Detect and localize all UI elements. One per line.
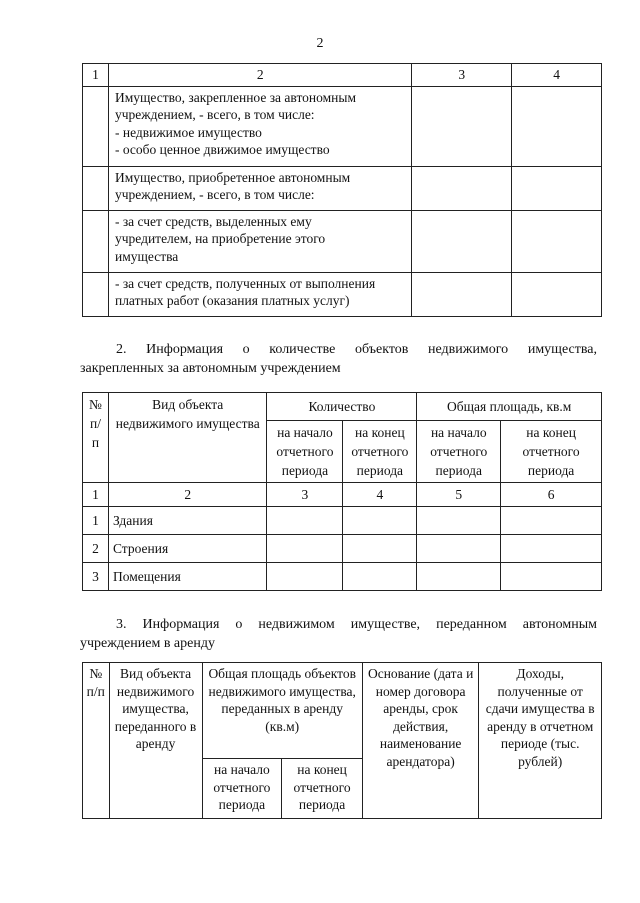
value-cell	[412, 210, 512, 272]
header-num: № п/п	[83, 393, 109, 483]
header-start: на начало отчетного периода	[202, 759, 282, 819]
page-number: 2	[316, 36, 324, 51]
column-number: 2	[108, 64, 411, 87]
value-cell	[343, 535, 417, 563]
empty-cell	[83, 86, 109, 166]
column-number: 1	[83, 64, 109, 87]
value-cell	[501, 507, 602, 535]
header-basis: Основание (дата и номер договора аренды, срок действия, наименование арендатора)	[362, 663, 478, 819]
row-label-line: - за счет средств, полученных от выполнения	[114, 275, 376, 291]
table-header-row	[83, 393, 602, 421]
row-label-line: учреждением, - всего, в том числе:	[114, 107, 315, 122]
header-start: на начало отчетного периода	[417, 421, 501, 483]
column-number: 3	[267, 483, 343, 507]
column-number: 4	[512, 64, 602, 87]
row-label-line: имущества	[114, 248, 179, 264]
value-cell	[343, 507, 417, 535]
row-label	[108, 210, 411, 272]
header-end: на конец отчетного периода	[282, 759, 363, 819]
table-row	[83, 272, 602, 316]
value-cell	[267, 507, 343, 535]
property-table	[82, 63, 602, 317]
row-number: 1	[83, 507, 109, 535]
row-name: Помещения	[108, 563, 267, 591]
column-number: 2	[108, 483, 267, 507]
row-number: 3	[83, 563, 109, 591]
header-end: на конец отчетного периода	[343, 421, 417, 483]
value-cell	[267, 563, 343, 591]
row-label-line: Имущество, приобретенное автономным	[114, 169, 351, 185]
header-count: Количество	[267, 393, 417, 421]
column-number: 6	[501, 483, 602, 507]
table-header-row	[83, 64, 602, 87]
value-cell	[412, 166, 512, 210]
header-end: на конец отчетного периода	[501, 421, 602, 483]
section-3-heading	[80, 615, 597, 653]
header-type: Вид объекта недвижимого имущества	[108, 393, 267, 483]
header-area: Общая площадь объектов недвижимого имущества, переданных в аренду (кв.м)	[202, 663, 362, 759]
row-label-line: - особо ценное движимое имущество	[114, 142, 330, 157]
row-label	[108, 86, 411, 166]
section-2-heading	[80, 340, 597, 378]
table-row	[83, 563, 602, 591]
heading-line: 3. Информация о недвижимом имуществе, переданном автономным	[116, 617, 597, 632]
value-cell	[512, 166, 602, 210]
row-label	[108, 272, 411, 316]
row-number: 2	[83, 535, 109, 563]
value-cell	[417, 535, 501, 563]
value-cell	[501, 563, 602, 591]
row-name: Здания	[108, 507, 267, 535]
row-label-line: Имущество, закрепленное за автономным	[114, 89, 357, 105]
header-income: Доходы, полученные от сдачи имущества в аренду в отчетном периоде (тыс. рублей)	[479, 663, 602, 819]
value-cell	[512, 272, 602, 316]
row-label-line: платных работ (оказания платных услуг)	[114, 293, 350, 308]
table-row	[83, 166, 602, 210]
value-cell	[417, 507, 501, 535]
column-number: 1	[83, 483, 109, 507]
value-cell	[412, 272, 512, 316]
header-area: Общая площадь, кв.м	[417, 393, 602, 421]
value-cell	[412, 86, 512, 166]
empty-cell	[83, 166, 109, 210]
value-cell	[267, 535, 343, 563]
value-cell	[512, 86, 602, 166]
table-row	[83, 535, 602, 563]
column-number: 5	[417, 483, 501, 507]
column-number: 3	[412, 64, 512, 87]
value-cell	[417, 563, 501, 591]
heading-line: закрепленных за автономным учреждением	[80, 361, 341, 376]
row-label-line: учреждением, - всего, в том числе:	[114, 187, 315, 202]
column-number-row	[83, 483, 602, 507]
heading-line: 2. Информация о количестве объектов недвижимого имущества,	[116, 342, 597, 357]
real-estate-count-table	[82, 392, 602, 591]
table-header-row	[83, 663, 602, 759]
empty-cell	[83, 210, 109, 272]
column-number: 4	[343, 483, 417, 507]
value-cell	[501, 535, 602, 563]
table-row	[83, 507, 602, 535]
header-type: Вид объекта недвижимого имущества, переданного в аренду	[109, 663, 202, 819]
row-label-line: - за счет средств, выделенных ему	[114, 213, 312, 229]
value-cell	[343, 563, 417, 591]
header-num: № п/п	[83, 663, 110, 819]
value-cell	[512, 210, 602, 272]
header-start: на начало отчетного периода	[267, 421, 343, 483]
row-label-line: - недвижимое имущество	[114, 124, 262, 140]
table-row	[83, 86, 602, 166]
lease-table	[82, 662, 602, 819]
row-name: Строения	[108, 535, 267, 563]
row-label-line: учредителем, на приобретение этого	[114, 231, 326, 246]
heading-line: учреждением в аренду	[80, 636, 215, 651]
empty-cell	[83, 272, 109, 316]
table-row	[83, 210, 602, 272]
row-label	[108, 166, 411, 210]
